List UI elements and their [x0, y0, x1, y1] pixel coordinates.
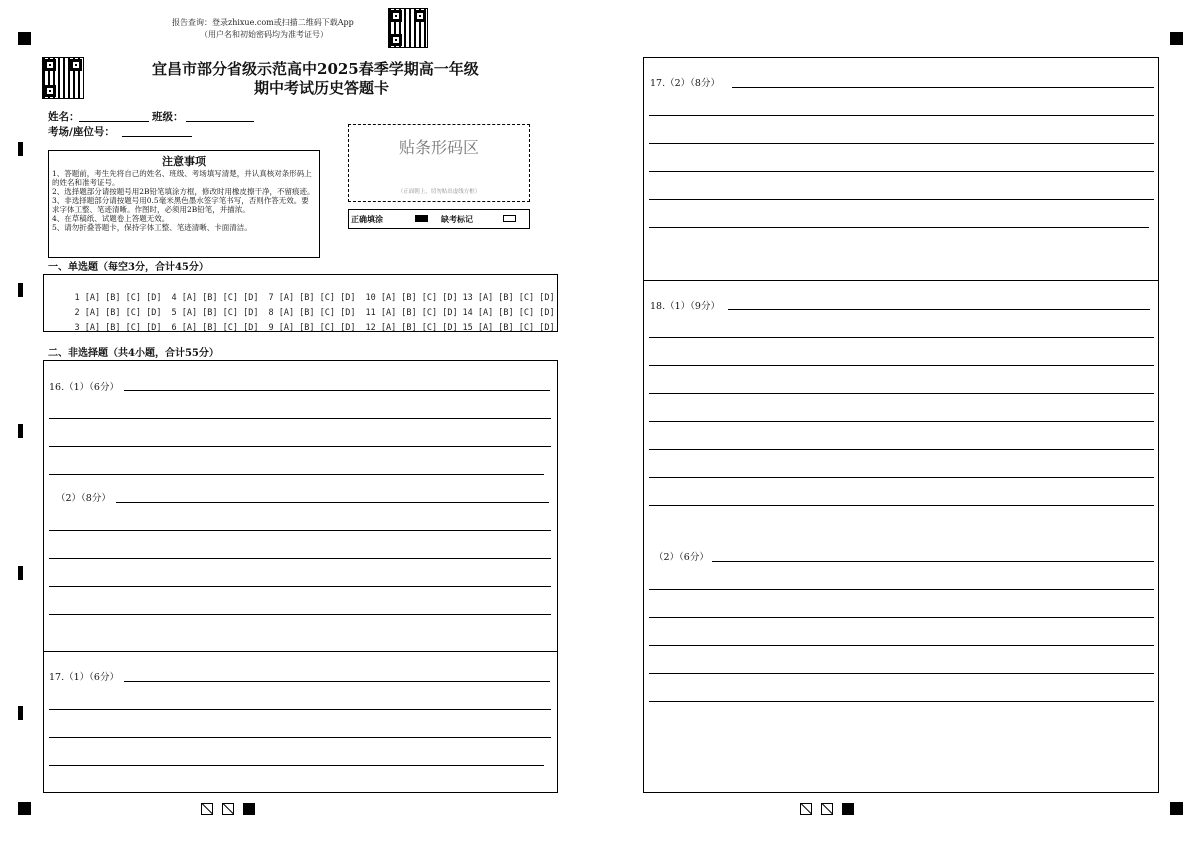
answer-line[interactable]	[649, 199, 1154, 200]
question-label-17-1: 17.（1）（6分）	[49, 669, 121, 683]
question-label-18-1: 18.（1）（9分）	[650, 298, 722, 312]
notice-item: 3、非选择题部分请按题号用0.5毫米黑色墨水签字笔书写，否则作答无效。要求字体工整、笔迹清晰。作图时，必须用2B铅笔，并描浓。	[52, 196, 309, 214]
mcq-question[interactable]: 12 [A] [B] [C] [D]	[365, 323, 458, 333]
answer-box-q16	[43, 360, 558, 652]
answer-line[interactable]	[49, 418, 551, 419]
mcq-box	[43, 274, 558, 332]
alignment-mark-top-left	[18, 32, 31, 45]
answer-line[interactable]	[649, 645, 1154, 646]
barcode-area	[348, 124, 530, 202]
mcq-question[interactable]: 1 [A] [B] [C] [D]	[74, 293, 162, 303]
absent-mark-label: 缺考标记	[441, 214, 473, 224]
answer-line[interactable]	[649, 171, 1154, 172]
answer-line[interactable]	[649, 227, 1149, 228]
page-marker	[201, 803, 213, 815]
answer-line[interactable]	[649, 673, 1154, 674]
answer-line[interactable]	[649, 143, 1154, 144]
mcq-question[interactable]: 15 [A] [B] [C] [D]	[462, 323, 555, 333]
answer-line[interactable]	[49, 614, 551, 615]
mcq-question[interactable]: 9 [A] [B] [C] [D]	[268, 323, 356, 333]
mcq-question[interactable]: 5 [A] [B] [C] [D]	[171, 308, 259, 318]
class-label: 班级：	[152, 111, 184, 123]
question-label-17-2: 17.（2）（8分）	[650, 75, 722, 89]
question-label-18-2: （2）（6分）	[654, 549, 711, 563]
answer-line[interactable]	[732, 87, 1154, 88]
mcq-question[interactable]: 2 [A] [B] [C] [D]	[74, 308, 162, 318]
notice-item: 1、答题前，考生先将自己的姓名、班级、考场填写清楚，并认真核对条形码上的姓名和准考证号。	[52, 169, 312, 187]
answer-line[interactable]	[649, 337, 1154, 338]
alignment-mark-bottom-left	[18, 802, 31, 815]
barcode-area-title: 贴条形码区	[398, 138, 479, 157]
question-label-16-2: （2）（8分）	[56, 490, 113, 504]
answer-line[interactable]	[649, 701, 1154, 702]
answer-line[interactable]	[49, 446, 551, 447]
page-marker-filled	[842, 803, 854, 815]
timing-mark	[18, 566, 23, 580]
section2-title: 二、非选择题（共4小题，合计55分）	[48, 348, 219, 359]
notice-item: 2、选择题部分请按题号用2B铅笔填涂方框，修改时用橡皮擦干净，不留痕迹。	[52, 187, 315, 196]
report-query-line: 报告查询：登录zhixue.com或扫描二维码下载App	[172, 18, 354, 27]
answer-line[interactable]	[49, 586, 551, 587]
section1-title: 一、单选题（每空3分，合计45分）	[48, 262, 209, 273]
answer-line[interactable]	[649, 115, 1154, 116]
timing-mark	[18, 706, 23, 720]
timing-mark	[18, 283, 23, 297]
mcq-row	[54, 313, 559, 343]
fill-legend	[348, 209, 530, 229]
answer-line[interactable]	[728, 309, 1150, 310]
seat-label: 考场/座位号：	[48, 126, 115, 138]
page-marker	[821, 803, 833, 815]
question-label-16-1: 16.（1）（6分）	[49, 379, 121, 393]
mcq-question[interactable]: 3 [A] [B] [C] [D]	[74, 323, 162, 333]
page-marker-filled	[243, 803, 255, 815]
timing-mark	[18, 424, 23, 438]
answer-line[interactable]	[649, 477, 1154, 478]
answer-line[interactable]	[49, 737, 551, 738]
notice-item: 5、请勿折叠答题卡，保持字体工整、笔迹清晰、卡面清洁。	[52, 223, 252, 232]
mcq-question[interactable]: 13 [A] [B] [C] [D]	[462, 293, 555, 303]
answer-line[interactable]	[649, 617, 1154, 618]
name-field[interactable]	[79, 121, 149, 122]
answer-box-q18	[643, 280, 1159, 793]
timing-mark	[18, 142, 23, 156]
notice-title: 注意事项	[162, 155, 206, 168]
mcq-question[interactable]: 6 [A] [B] [C] [D]	[171, 323, 259, 333]
answer-line[interactable]	[124, 681, 550, 682]
mcq-question[interactable]: 7 [A] [B] [C] [D]	[268, 293, 356, 303]
answer-line[interactable]	[116, 502, 549, 503]
barcode-area-hint: （正面朝上，切勿贴出虚线方框）	[397, 189, 481, 195]
answer-line[interactable]	[649, 365, 1154, 366]
absent-mark-box[interactable]	[503, 215, 516, 222]
answer-line[interactable]	[124, 390, 550, 391]
mcq-question[interactable]: 8 [A] [B] [C] [D]	[268, 308, 356, 318]
answer-line[interactable]	[49, 530, 551, 531]
answer-line[interactable]	[649, 393, 1154, 394]
alignment-mark-bottom-right	[1170, 802, 1183, 815]
answer-box-q17-2	[643, 57, 1159, 281]
answer-line[interactable]	[49, 474, 544, 475]
page-marker	[222, 803, 234, 815]
qr-code-top	[388, 8, 428, 48]
mcq-question[interactable]: 14 [A] [B] [C] [D]	[462, 308, 555, 318]
name-label: 姓名：	[48, 111, 80, 123]
correct-fill-sample	[415, 215, 428, 222]
answer-line[interactable]	[49, 709, 551, 710]
mcq-question[interactable]: 11 [A] [B] [C] [D]	[365, 308, 458, 318]
answer-line[interactable]	[649, 449, 1154, 450]
qr-code-student	[42, 57, 84, 99]
answer-line[interactable]	[649, 421, 1154, 422]
answer-box-q17-1	[43, 651, 558, 793]
seat-field[interactable]	[122, 136, 192, 137]
mcq-question[interactable]: 10 [A] [B] [C] [D]	[365, 293, 458, 303]
notice-item: 4、在草稿纸、试题卷上答题无效。	[52, 214, 170, 223]
answer-line[interactable]	[649, 589, 1154, 590]
notice-box	[48, 150, 320, 258]
answer-line[interactable]	[49, 558, 551, 559]
class-field[interactable]	[186, 121, 254, 122]
answer-line[interactable]	[49, 765, 544, 766]
report-query-note: （用户名和初始密码均为准考证号）	[200, 30, 328, 39]
exam-title-line1: 宜昌市部分省级示范高中2025春季学期高一年级	[152, 60, 479, 78]
answer-line[interactable]	[649, 505, 1154, 506]
page-marker	[800, 803, 812, 815]
answer-line[interactable]	[712, 561, 1154, 562]
correct-fill-label: 正确填涂	[351, 214, 383, 224]
mcq-question[interactable]: 4 [A] [B] [C] [D]	[171, 293, 259, 303]
exam-title-line2: 期中考试历史答题卡	[254, 79, 390, 97]
alignment-mark-top-right	[1170, 32, 1183, 45]
